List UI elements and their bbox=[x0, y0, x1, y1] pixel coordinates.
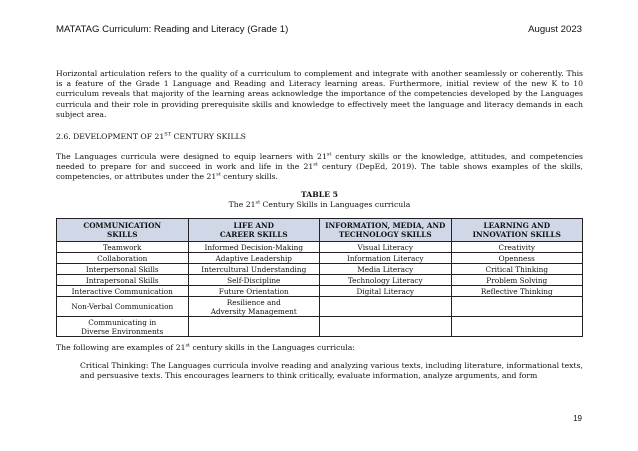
para3-pre: The following are examples of 21 bbox=[56, 343, 186, 352]
header-learning-innovation-skills bbox=[451, 219, 583, 242]
table-cell: Non-Verbal Communication bbox=[57, 297, 189, 317]
table-cell: Intercultural Understanding bbox=[188, 264, 320, 275]
table-caption bbox=[56, 200, 583, 210]
table-cell: Future Orientation bbox=[188, 286, 320, 297]
table-cell: Teamwork bbox=[57, 242, 189, 253]
table-label: TABLE 5 bbox=[300, 190, 339, 199]
table-cell: Interpersonal Skills bbox=[57, 264, 189, 275]
table-cell: Visual Literacy bbox=[320, 242, 452, 253]
header-communication-skills bbox=[57, 219, 189, 242]
cell-line: Communicating in bbox=[88, 317, 157, 327]
header-line: LIFE AND bbox=[233, 221, 274, 230]
table-row bbox=[57, 275, 583, 286]
table-cell: Creativity bbox=[451, 242, 583, 253]
page-header bbox=[56, 24, 582, 38]
header-line: INFORMATION, MEDIA, AND bbox=[325, 221, 446, 230]
table-row bbox=[57, 253, 583, 264]
table-header-row bbox=[57, 219, 583, 242]
table-row bbox=[57, 286, 583, 297]
table-cell: Reflective Thinking bbox=[451, 286, 583, 297]
header-line: TECHNOLOGY SKILLS bbox=[338, 230, 432, 239]
header-line: COMMUNICATION bbox=[83, 221, 162, 230]
para2-part-d: century skills. bbox=[220, 172, 278, 182]
table-cell bbox=[57, 317, 189, 337]
header-line: CAREER SKILLS bbox=[219, 230, 288, 239]
table-cell: Self-Discipline bbox=[188, 275, 320, 286]
paragraph-critical-thinking: Critical Thinking: The Languages curricula involve reading and analyzing various texts, including literature, informational texts, and persuasive texts. This encourages learners to think critically, evaluate information, analyze arguments, and form bbox=[80, 361, 583, 381]
table-cell-empty bbox=[451, 317, 583, 337]
para2-part-a: The Languages curricula were designed to equip learners with 21 bbox=[56, 152, 327, 161]
table-cell: Intrapersonal Skills bbox=[57, 275, 189, 286]
paragraph-21st-century-skills bbox=[56, 152, 583, 183]
section-number: 2.6. bbox=[56, 132, 71, 141]
skills-table bbox=[56, 218, 583, 337]
table-cell: Information Literacy bbox=[320, 253, 452, 264]
para2-sup-a: st bbox=[326, 151, 332, 158]
table-cell-empty bbox=[188, 317, 320, 337]
para3-sup: st bbox=[185, 342, 191, 349]
table-cell-empty bbox=[451, 297, 583, 317]
table-cell-empty bbox=[320, 297, 452, 317]
table-row bbox=[57, 264, 583, 275]
header-line: LEARNING AND bbox=[483, 221, 551, 230]
table-cell bbox=[188, 297, 320, 317]
paragraph-examples-intro bbox=[56, 343, 355, 353]
header-line: INNOVATION SKILLS bbox=[472, 230, 561, 239]
table-cell: Informed Decision-Making bbox=[188, 242, 320, 253]
caption-post: Century Skills in Languages curricula bbox=[260, 200, 411, 209]
header-life-career-skills bbox=[188, 219, 320, 242]
table-cell: Collaboration bbox=[57, 253, 189, 264]
paragraph-horizontal-articulation: Horizontal articulation refers to the quality of a curriculum to complement and integrate with another seamlessly or coherently. This is a feature of the Grade 1 Language and Reading and Literacy learning areas. Furthermore, initial review of the new K to 10 curriculum reveals that majority of the learning areas acknowledge the importance of the competencies developed by the Languages curricula and their role in providing prerequisite skills and knowledge to effectively meet the language and literacy demands in each subject area. bbox=[56, 69, 583, 119]
table-cell: Critical Thinking bbox=[451, 264, 583, 275]
section-heading bbox=[56, 132, 246, 142]
table-row bbox=[57, 317, 583, 337]
para2-sup-c: st bbox=[216, 171, 221, 178]
page-number: 19 bbox=[573, 414, 582, 423]
table-cell: Interactive Communication bbox=[57, 286, 189, 297]
para3-post: century skills in the Languages curricula: bbox=[190, 343, 355, 352]
table-cell: Media Literacy bbox=[320, 264, 452, 275]
para2-part-c: century (DepEd, 2019). The table shows examples of the skills, competencies, or attributes under the 21 bbox=[56, 162, 583, 182]
table-cell: Openness bbox=[451, 253, 583, 264]
header-title: MATATAG Curriculum: Reading and Literacy (Grade 1) bbox=[56, 24, 289, 35]
cell-line: Adversity Management bbox=[210, 306, 297, 316]
table-row bbox=[57, 297, 583, 317]
table-cell: Digital Literacy bbox=[320, 286, 452, 297]
header-line: SKILLS bbox=[106, 230, 138, 239]
section-title-post: CENTURY SKILLS bbox=[171, 132, 246, 141]
cell-line: Resilience and bbox=[226, 297, 281, 307]
caption-pre: The 21 bbox=[228, 200, 256, 209]
header-date: August 2023 bbox=[528, 24, 582, 35]
table-row bbox=[57, 242, 583, 253]
caption-sup: st bbox=[255, 199, 261, 206]
para2-part-b: century skills or the knowledge, attitudes, and competencies needed to prepare for and succeed in work and life in the 21 bbox=[56, 152, 583, 172]
table-cell-empty bbox=[320, 317, 452, 337]
table-cell: Problem Solving bbox=[451, 275, 583, 286]
section-title-sup: ST bbox=[164, 131, 172, 138]
para2-sup-b: st bbox=[313, 161, 318, 168]
section-title-pre: DEVELOPMENT OF 21 bbox=[73, 132, 165, 141]
table-cell: Technology Literacy bbox=[320, 275, 452, 286]
cell-line: Diverse Environments bbox=[81, 326, 164, 336]
header-information-media-technology-skills bbox=[320, 219, 452, 242]
table-cell: Adaptive Leadership bbox=[188, 253, 320, 264]
